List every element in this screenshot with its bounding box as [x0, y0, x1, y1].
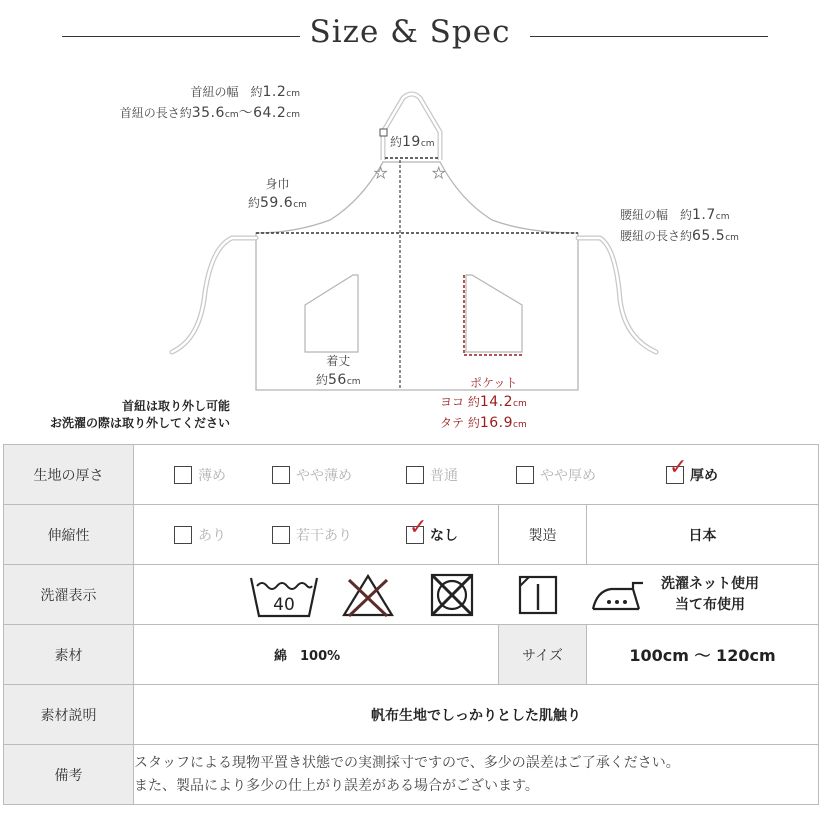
thickness-option-thin: 薄め: [174, 465, 272, 485]
size-value: 100cm 〜 120cm: [587, 625, 819, 685]
stretch-option-slight: 若干あり: [272, 525, 406, 545]
top-width-dim: 約19cm: [390, 134, 435, 150]
material-label: 素材: [4, 625, 134, 685]
wash-label: 洗濯表示: [4, 565, 134, 625]
material-value: 綿 100%: [134, 625, 499, 685]
thickness-options: [134, 445, 819, 505]
star-icon-left: ★: [374, 164, 388, 182]
made-value: 日本: [587, 505, 819, 565]
pocket-dims: ポケット ヨコ 約14.2cm タテ 約16.9cm: [440, 376, 527, 431]
body-width-dim: 身巾 約59.6cm: [248, 177, 307, 211]
made-label: 製造: [499, 505, 587, 565]
remark-value: スタッフによる現物平置き状態での実測採寸ですので、多少の誤差はご了承ください。 また、製品により多少の仕上がり誤差がある場合がございます。: [134, 745, 819, 805]
detach-note: 首紐は取り外し可能 お洗濯の際は取り外してください: [49, 399, 230, 431]
description-row: [4, 685, 819, 745]
stretch-row: [4, 505, 819, 565]
check-icon: ✓: [669, 454, 688, 480]
drip-dry-icon: [517, 574, 559, 616]
waist-tie-dims: 腰紐の幅 約1.7cm 腰紐の長さ約65.5cm: [620, 207, 739, 244]
description-value: 帆布生地でしっかりとした肌触り: [134, 685, 819, 745]
size-label: サイズ: [499, 625, 587, 685]
waist-tie-right: [578, 238, 656, 352]
material-row: [4, 625, 819, 685]
description-label: 素材説明: [4, 685, 134, 745]
remark-row: [4, 745, 819, 805]
thickness-label: 生地の厚さ: [4, 445, 134, 505]
thickness-option-thick: ✓ 厚め: [666, 465, 718, 485]
check-icon: ✓: [409, 514, 428, 540]
wash-icons: [134, 565, 819, 625]
thickness-option-slightly-thin: やや薄め: [272, 465, 406, 485]
wash-40-icon: [249, 572, 319, 618]
thickness-option-normal: 普通: [406, 465, 516, 485]
spec-table: [3, 444, 819, 805]
thickness-option-slightly-thick: やや厚め: [516, 465, 666, 485]
waist-tie-left: [172, 238, 256, 352]
wash-notes: 洗濯ネット使用 当て布使用: [661, 575, 759, 613]
stretch-option-none: ✓ なし: [406, 525, 458, 545]
page-title: Size & Spec: [309, 14, 511, 50]
wash-row: [4, 565, 819, 625]
no-bleach-icon: [341, 572, 395, 618]
length-dim: 着丈 約56cm: [316, 354, 361, 388]
thickness-row: [4, 445, 819, 505]
strap-buckle: [380, 129, 387, 136]
remark-label: 備考: [4, 745, 134, 805]
star-icon-right: ★: [432, 164, 446, 182]
stretch-label: 伸縮性: [4, 505, 134, 565]
neck-strap-dims: 首紐の幅 約1.2cm 首紐の長さ約35.6cm〜64.2cm: [119, 84, 300, 121]
no-tumble-dry-icon: [429, 572, 475, 618]
stretch-option-yes: あり: [174, 525, 272, 545]
svg-text:40: 40: [273, 594, 295, 615]
stretch-options: [134, 505, 499, 565]
iron-medium-icon: [589, 575, 647, 615]
